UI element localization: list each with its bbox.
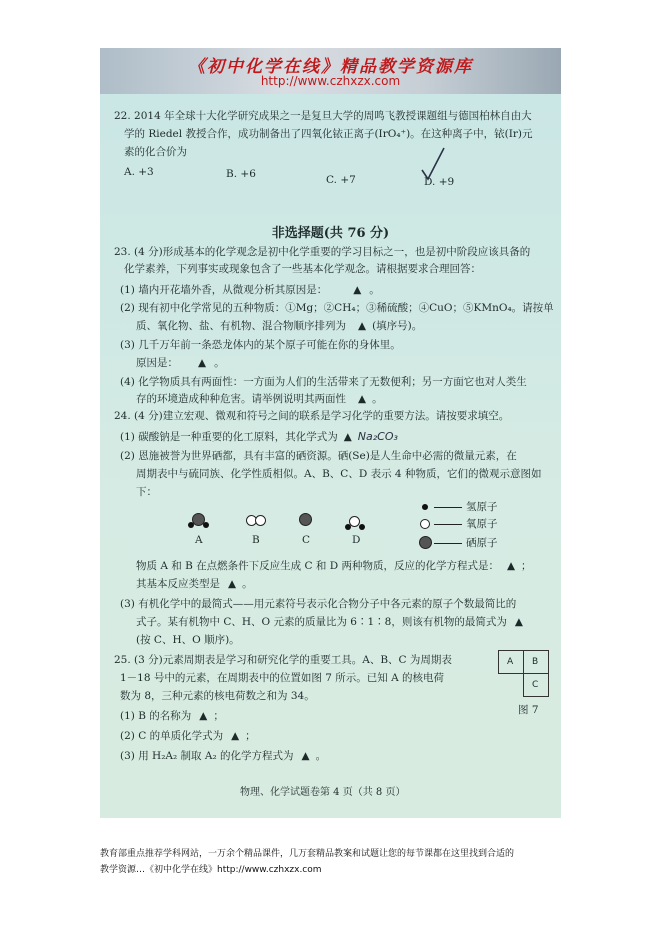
answer-blank: ▲ [353,284,362,296]
q25-line1: 25. (3 分)元素周期表是学习和研究化学的重要工具。A、B、C 为周期表 [114,654,452,666]
answer-blank: ▲ [231,730,240,742]
molecule-label-a: A [195,534,203,546]
answer-blank: ▲ [198,357,207,369]
q25-part2: (2) C 的单质化学式为 ▲ ； [120,730,256,742]
q24-part2-line3: 下： [136,486,157,498]
cell-a: A [507,657,514,667]
q24-part1: (1) 碳酸钠是一种重要的化工原料，其化学式为 ▲ Na₂CO₃ [120,430,398,443]
q22-line2: 学的 Riedel 教授合作，成功制备出了四氧化铱正离子(IrO₄⁺)。在这种离子中，铱(Ir)元 [124,128,533,140]
handwritten-answer: Na₂CO₃ [357,430,398,443]
exam-page-photo [100,48,561,818]
answer-blank: ▲ [506,560,516,572]
q25-line3: 数为 8，三种元素的核电荷数之和为 34。 [120,690,315,702]
q22-option-d: D. +9 [424,176,455,188]
answer-blank: ▲ [228,578,237,590]
q23-part4: (4) 化学物质具有两面性：一方面为人们的生活带来了无数便利；另一方面它也对人类生 [120,376,527,388]
q23-line1: 23. (4 分)形成基本的化学观念是初中化学重要的学习目标之一，也是初中阶段应该具备的 [114,246,531,258]
q24-part2-line2: 周期表中与硫同族、化学性质相似。A、B、C、D 表示 4 种物质，它们的微观示意图如 [136,468,542,480]
footer-line2: 教学资源…《初中化学在线》http://www.czhxzx.com [100,865,322,875]
legend-hydrogen: 氢原子 [466,501,498,513]
q23-part1: (1) 墙内开花墙外香，从微观分析其原因是： ▲ 。 [120,284,380,296]
footer-line1: 教育部重点推荐学科网站，一万余个精品课件，几万套精品教案和试题让您的每节课都在这里找到合适的 [100,849,515,859]
q22-option-a: A. +3 [124,166,154,178]
cell-c: C [532,680,539,690]
q24-part3-line2: 式子。某有机物中 C、H、O 元素的质量比为 6∶1∶8，则该有机物的最简式为 ▲ [136,616,523,628]
banner-url: http://www.czhxzx.com [260,74,401,88]
q23-line2: 化学素养，下列事实或现象包含了一些基本化学观念。请根据要求合理回答： [124,263,481,275]
molecule-label-d: D [352,534,361,546]
legend-oxygen: 氧原子 [466,518,498,530]
q24-equation-prompt: 物质 A 和 B 在点燃条件下反应生成 C 和 D 两种物质，反应的化学方程式是： ▲ ； [136,560,532,572]
legend-selenium: 硒原子 [466,537,498,549]
figure-label: 图 7 [518,704,539,716]
q22-line1: 22. 2014 年全球十大化学研究成果之一是复旦大学的周鸣飞教授课题组与德国柏林自由大 [114,110,532,122]
q22-option-b: B. +6 [226,168,256,180]
q22-line3: 素的化合价为 [124,146,187,158]
answer-blank: ▲ [199,710,208,722]
q24-line1: 24. (4 分)建立宏观、微观和符号之间的联系是学习化学的重要方法。请按要求填空。 [114,410,510,422]
q24-part2: (2) 恩施被誉为世界硒都，具有丰富的硒资源。硒(Se)是人生命中必需的微量元素，在 [120,450,517,462]
oxygen-atom-icon [420,519,430,529]
cell-b: B [532,657,539,667]
answer-blank: ▲ [343,431,352,443]
q23-part4-cont: 存的环境造成种种危害。请举例说明其两面性 ▲ 。 [136,393,383,405]
banner [100,48,561,94]
q25-part1: (1) B 的名称为 ▲ ； [120,710,224,722]
q25-part3: (3) 用 H₂A₂ 制取 A₂ 的化学方程式为 ▲ 。 [120,750,327,762]
answer-blank: ▲ [301,750,310,762]
hydrogen-atom-icon [422,504,428,510]
q23-part2: (2) 现有初中化学常见的五种物质：①Mg；②CH₄；③稀硫酸；④CuO；⑤KMnO₄。请按单 [120,302,554,314]
q24-reaction-type: 其基本反应类型是 ▲ 。 [136,578,253,590]
q23-part3: (3) 几千万年前一条恐龙体内的某个原子可能在你的身体里。 [120,339,401,351]
q24-part3: (3) 有机化学中的最简式——用元素符号表示化合物分子中各元素的原子个数最简比的 [120,598,517,610]
molecule-label-b: B [252,534,260,546]
q25-line2: 1－18 号中的元素，在周期表中的位置如图 7 所示。已知 A 的核电荷 [120,672,444,684]
molecule-label-c: C [302,534,311,546]
q23-part2-cont: 质、氧化物、盐、有机物、混合物顺序排列为 ▲ (填序号)。 [136,320,423,332]
page-number-footer: 物理、化学试题卷第 4 页（共 8 页） [240,787,406,798]
q22-option-c: C. +7 [326,174,356,186]
check-mark-icon [418,146,448,182]
q23-part3-cont: 原因是： ▲ 。 [136,357,225,369]
q24-part3-line3: (按 C、H、O 顺序)。 [136,634,240,646]
site-footer [100,846,570,878]
section-title: 非选择题(共 76 分) [271,226,390,241]
banner-title: 《初中化学在线》精品教学资源库 [188,57,473,77]
answer-blank: ▲ [358,393,367,405]
selenium-atom-icon [419,536,432,549]
answer-blank: ▲ [514,616,523,628]
answer-blank: ▲ [358,320,367,332]
